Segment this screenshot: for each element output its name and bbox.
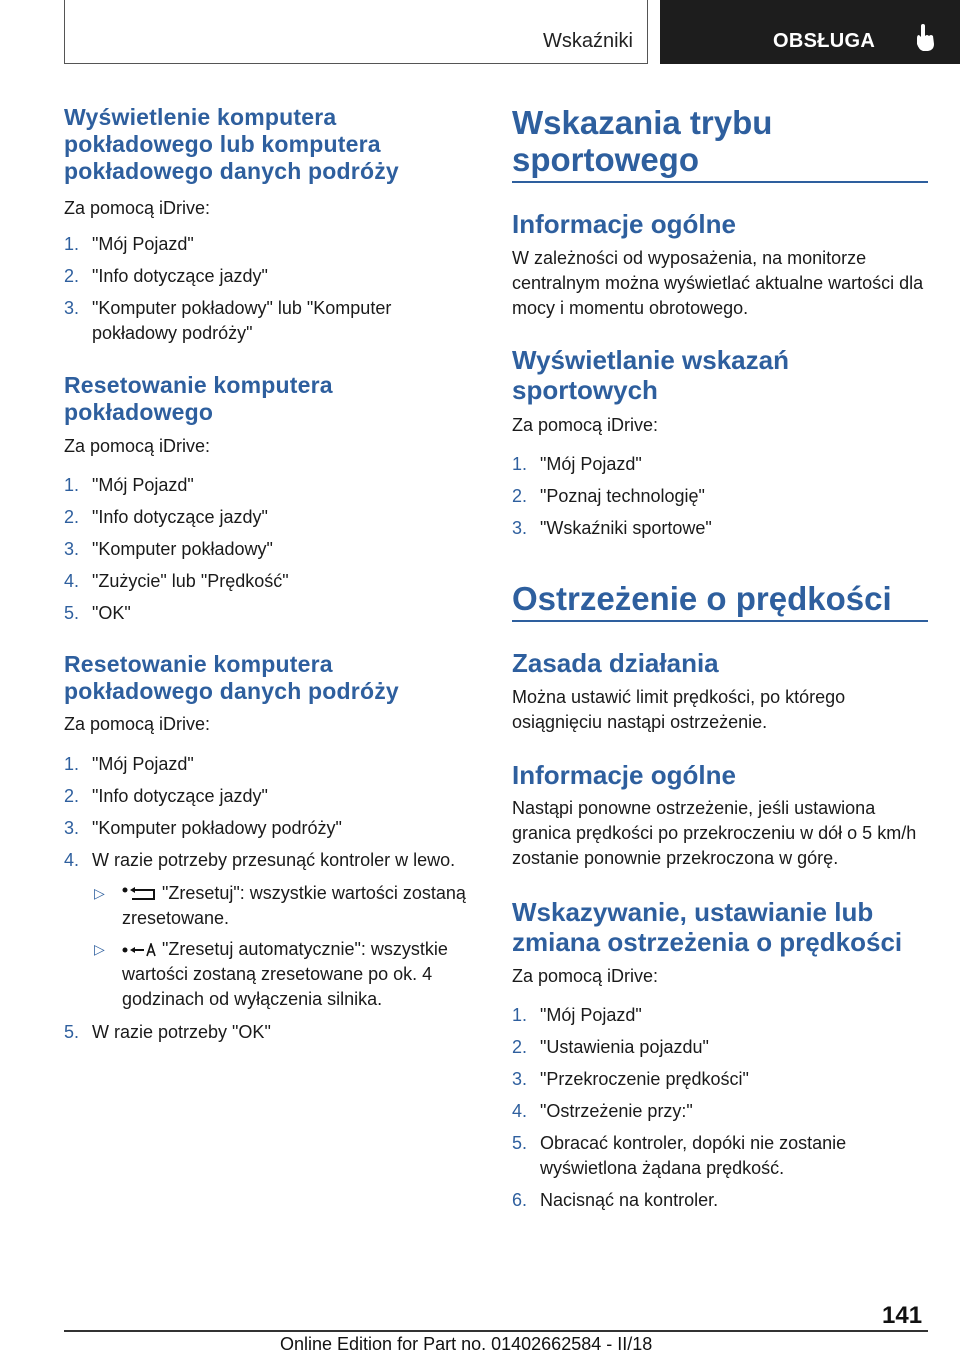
section-title-principle: Zasada działania: [512, 648, 719, 678]
divider: [512, 620, 928, 622]
body-text: W zależności od wyposażenia, na monitorze centralnym można wyświetlać aktualne wartości dla mocy i momentu obrotowego.: [512, 248, 924, 318]
section-title-show-sport-displays: Wyświetlanie wskazań sportowych: [512, 345, 789, 405]
header-section-label: Wskaźniki: [542, 30, 633, 52]
footer-divider: [64, 1330, 928, 1332]
auto-reset-icon: [122, 943, 156, 957]
section-title-general-info: Informacje ogólne: [512, 209, 736, 239]
edition-note: Online Edition for Part no. 01402662584 - II/18: [280, 1334, 653, 1354]
page-number: 141: [882, 1302, 923, 1329]
pointing-hand-icon: [914, 24, 936, 52]
header-chapter-tab: [660, 0, 960, 64]
body-text: Nastąpi ponowne ostrzeżenie, jeśli ustawiona granica prędkości po przekroczeniu w dół o 5 km/h zostanie ponownie przekroczona w górę.: [512, 798, 917, 868]
section-title-reset-travel-computer: Resetowanie komputera pokładowego danych podróży: [64, 651, 399, 704]
section-title-reset-trip-computer: Resetowanie komputera pokładowego: [64, 372, 333, 425]
intro-text: Za pomocą iDrive:: [64, 436, 211, 456]
chapter-title-speed-warning: Ostrzeżenie o prędkości: [512, 580, 892, 617]
section-title-general-info-2: Informacje ogólne: [512, 760, 736, 790]
bullet-triangle-icon: ▷: [94, 941, 105, 957]
intro-text: Za pomocą iDrive:: [512, 415, 659, 435]
reset-icon: [122, 887, 156, 901]
intro-text: Za pomocą iDrive:: [512, 966, 659, 986]
intro-text: Za pomocą iDrive:: [64, 714, 211, 734]
section-title-trip-computer-display: Wyświetlenie komputera pokładowego lub komputera pokładowego danych podróży: [64, 104, 399, 184]
header-chapter-label: OBSŁUGA: [773, 30, 876, 52]
section-title-set-speed-warning: Wskazywanie, ustawianie lub zmiana ostrzeżenia o prędkości: [512, 897, 903, 957]
divider: [512, 181, 928, 183]
body-text: Można ustawić limit prędkości, po którego osiągnięciu nastąpi ostrzeżenie.: [512, 687, 846, 732]
chapter-title-sport-displays: Wskazania trybu sportowego: [512, 104, 773, 178]
intro-text: Za pomocą iDrive:: [64, 198, 211, 218]
header-section-tab: [64, 0, 648, 64]
bullet-triangle-icon: ▷: [94, 885, 105, 901]
